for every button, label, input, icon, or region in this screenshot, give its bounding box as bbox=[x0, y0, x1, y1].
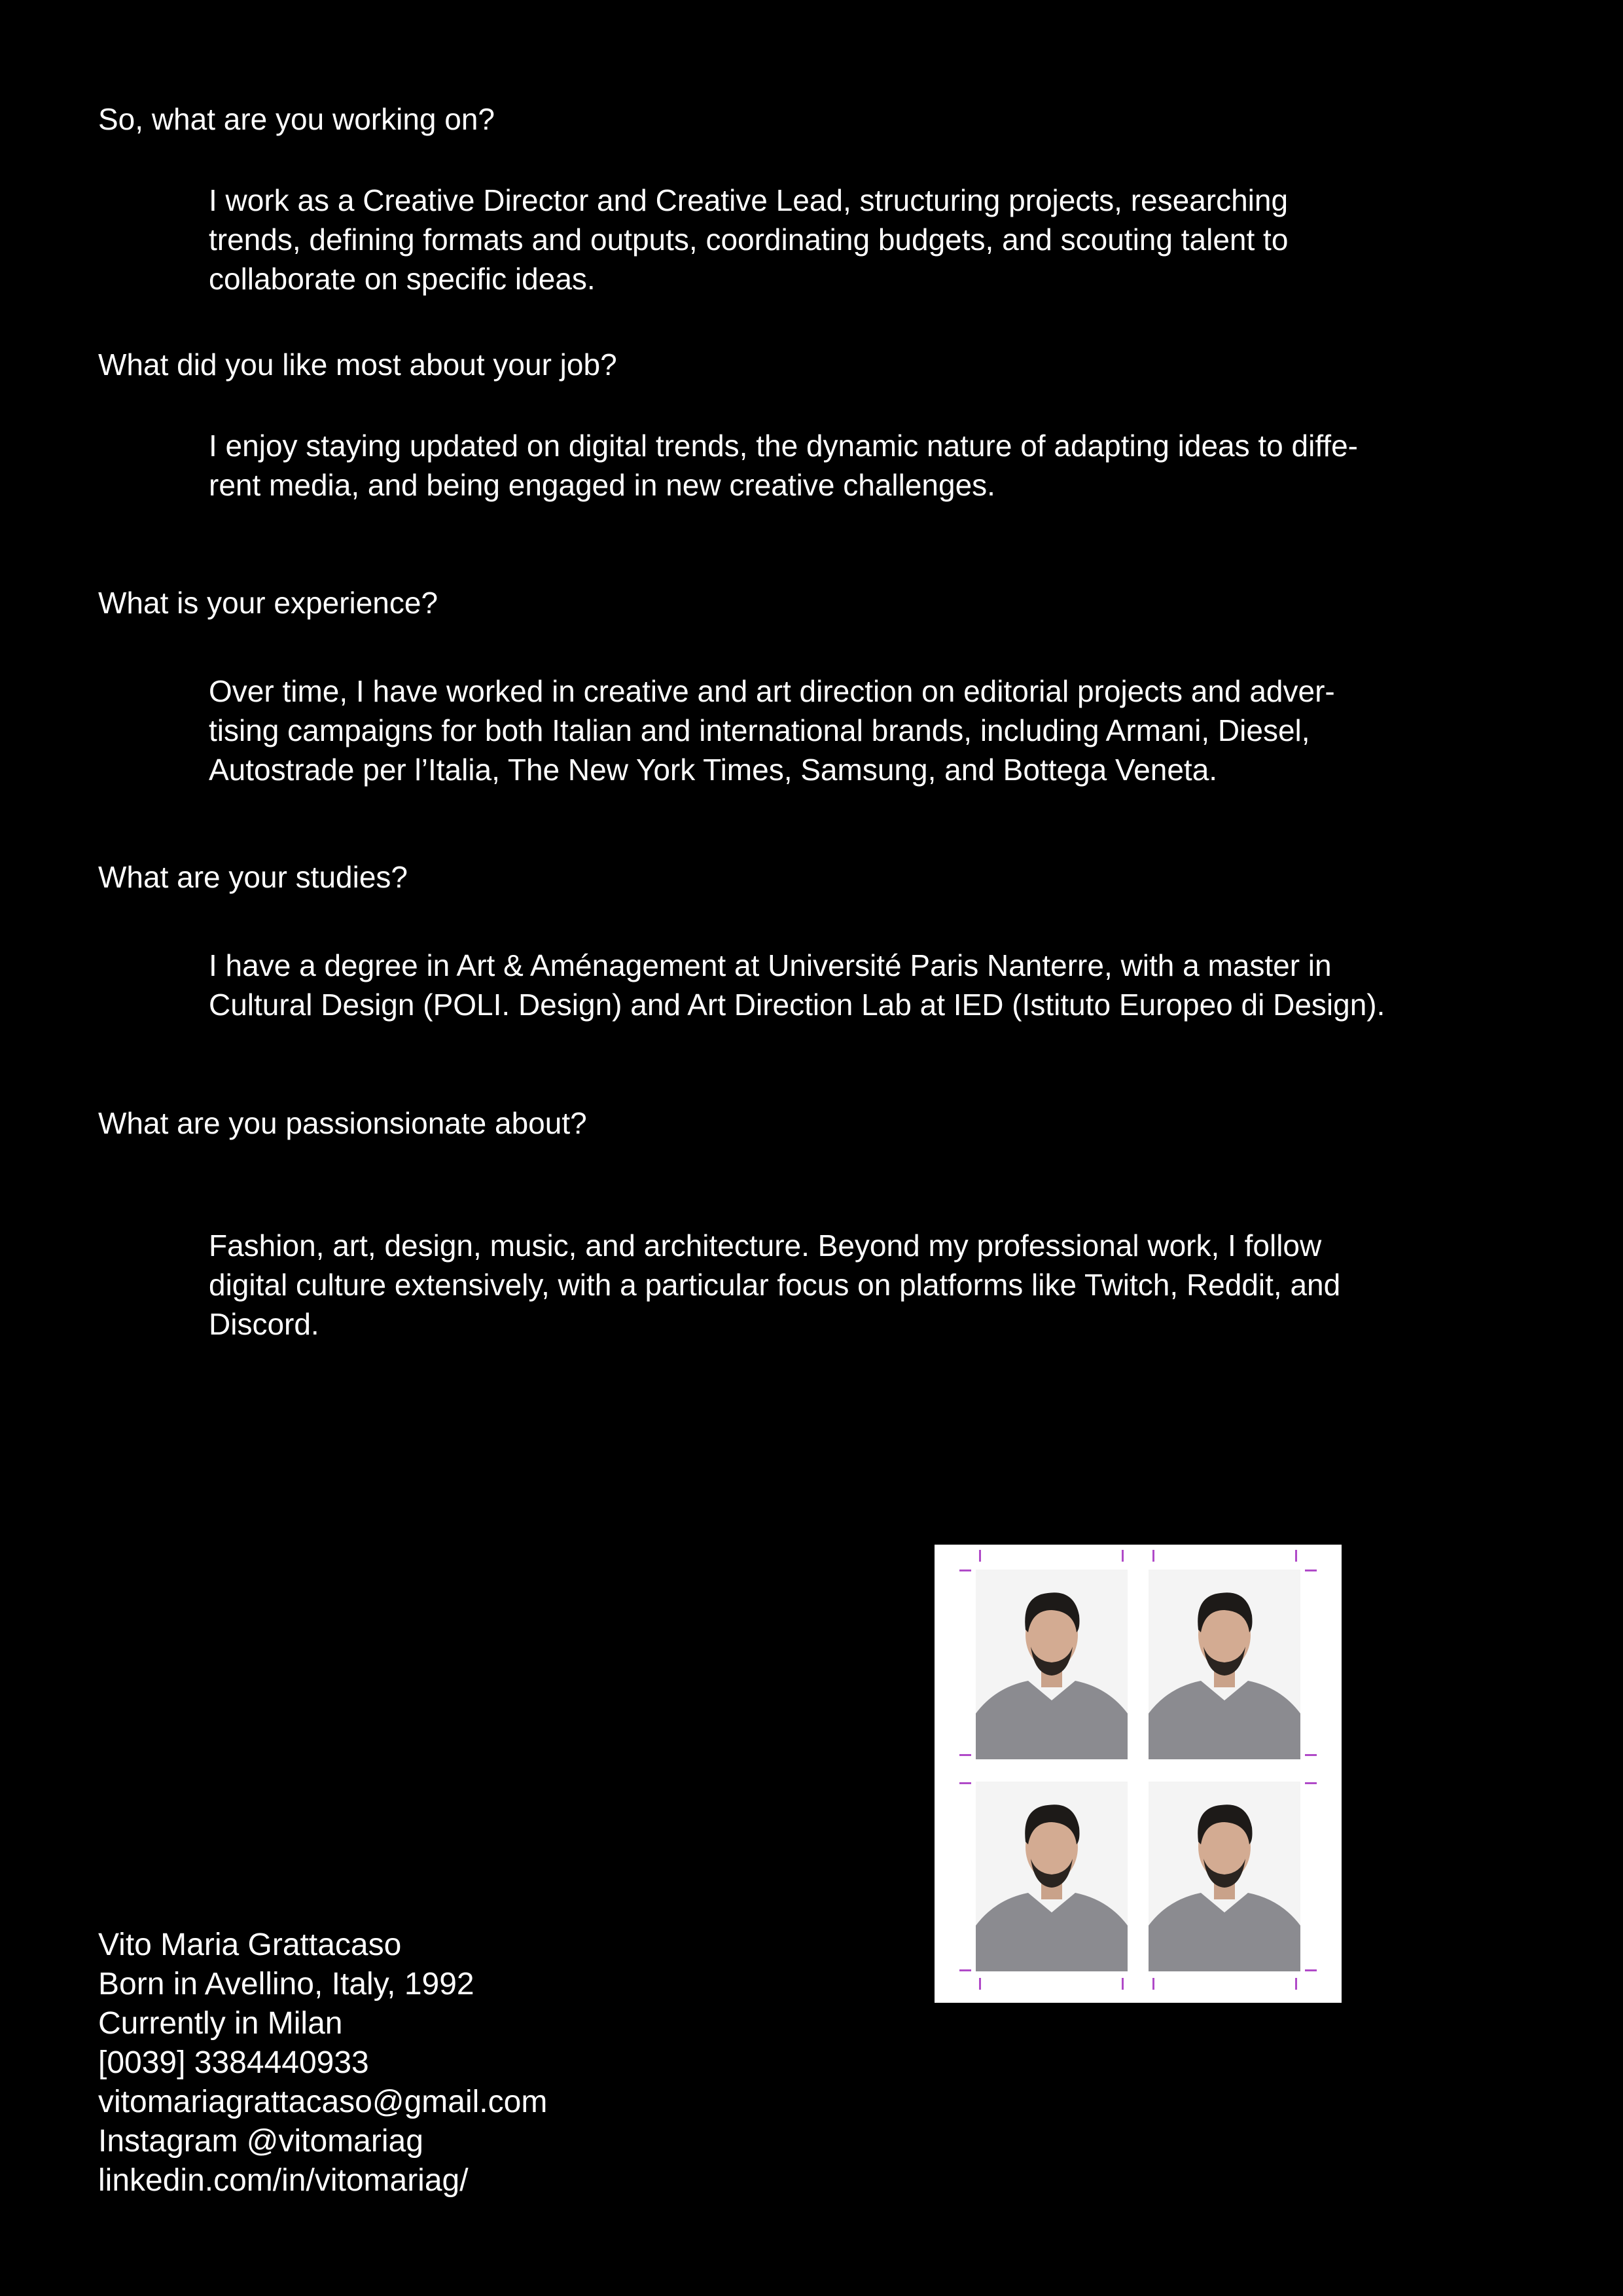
answer-line: digital culture extensively, with a particular focus on platforms like Twitch, Reddit, and bbox=[209, 1268, 1341, 1302]
question-studies: What are your studies? bbox=[98, 860, 408, 894]
crop-mark bbox=[1305, 1570, 1317, 1571]
answer-line: Discord. bbox=[209, 1307, 319, 1341]
passport-photo-sheet bbox=[935, 1545, 1342, 2003]
answer-line: Fashion, art, design, music, and architecture. Beyond my professional work, I follow bbox=[209, 1229, 1322, 1263]
crop-mark bbox=[979, 1978, 981, 1990]
portrait-photo bbox=[976, 1570, 1128, 1759]
answer-working-on bbox=[209, 181, 1544, 298]
answer-liked-most bbox=[209, 426, 1544, 505]
answer-line: I work as a Creative Director and Creative Lead, structuring projects, researching bbox=[209, 183, 1289, 217]
answer-line: Autostrade per l’Italia, The New York Times, Samsung, and Bottega Veneta. bbox=[209, 753, 1218, 787]
question-liked-most: What did you like most about your job? bbox=[98, 348, 617, 382]
portrait-illustration bbox=[1149, 1782, 1300, 1971]
question-experience: What is your experience? bbox=[98, 586, 438, 620]
crop-mark bbox=[1305, 1782, 1317, 1784]
answer-line: I enjoy staying updated on digital trends, the dynamic nature of adapting ideas to diffe- bbox=[209, 429, 1358, 463]
contact-location: Currently in Milan bbox=[98, 2006, 343, 2041]
portrait-illustration bbox=[976, 1782, 1128, 1971]
crop-mark bbox=[1305, 1969, 1317, 1971]
crop-mark bbox=[959, 1969, 971, 1971]
question-working-on: So, what are you working on? bbox=[98, 102, 495, 136]
answer-line: tising campaigns for both Italian and international brands, including Armani, Diesel, bbox=[209, 713, 1310, 747]
answer-line: Over time, I have worked in creative and art direction on editorial projects and adver- bbox=[209, 674, 1335, 708]
answer-line: rent media, and being engaged in new creative challenges. bbox=[209, 468, 995, 502]
contact-email[interactable]: vitomariagrattacaso@gmail.com bbox=[98, 2085, 548, 2119]
answer-passionate bbox=[209, 1226, 1544, 1344]
crop-mark bbox=[979, 1550, 981, 1562]
answer-line: I have a degree in Art & Aménagement at Université Paris Nanterre, with a master in bbox=[209, 948, 1332, 982]
crop-mark bbox=[959, 1570, 971, 1571]
portrait-photo bbox=[1149, 1782, 1300, 1971]
crop-mark bbox=[1122, 1550, 1124, 1562]
crop-mark bbox=[1152, 1550, 1154, 1562]
answer-line: Cultural Design (POLI. Design) and Art Direction Lab at IED (Istituto Europeo di Design). bbox=[209, 988, 1385, 1022]
portrait-illustration bbox=[976, 1570, 1128, 1759]
crop-mark bbox=[1152, 1978, 1154, 1990]
portrait-photo bbox=[976, 1782, 1128, 1971]
crop-mark bbox=[1295, 1550, 1297, 1562]
answer-experience bbox=[209, 672, 1544, 789]
answer-studies bbox=[209, 946, 1544, 1024]
crop-mark bbox=[1122, 1978, 1124, 1990]
contact-info bbox=[98, 1926, 547, 2200]
question-passionate: What are you passionsionate about? bbox=[98, 1106, 587, 1140]
portrait-photo bbox=[1149, 1570, 1300, 1759]
answer-line: collaborate on specific ideas. bbox=[209, 262, 596, 296]
crop-mark bbox=[959, 1754, 971, 1756]
contact-name: Vito Maria Grattacaso bbox=[98, 1928, 402, 1962]
crop-mark bbox=[1295, 1978, 1297, 1990]
contact-linkedin[interactable]: linkedin.com/in/vitomariag/ bbox=[98, 2163, 469, 2198]
crop-mark bbox=[959, 1782, 971, 1784]
portrait-illustration bbox=[1149, 1570, 1300, 1759]
answer-line: trends, defining formats and outputs, coordinating budgets, and scouting talent to bbox=[209, 223, 1289, 257]
contact-instagram[interactable]: Instagram @vitomariag bbox=[98, 2124, 423, 2159]
crop-mark bbox=[1305, 1754, 1317, 1756]
contact-born: Born in Avellino, Italy, 1992 bbox=[98, 1967, 474, 2001]
contact-phone: [0039] 3384440933 bbox=[98, 2045, 369, 2080]
